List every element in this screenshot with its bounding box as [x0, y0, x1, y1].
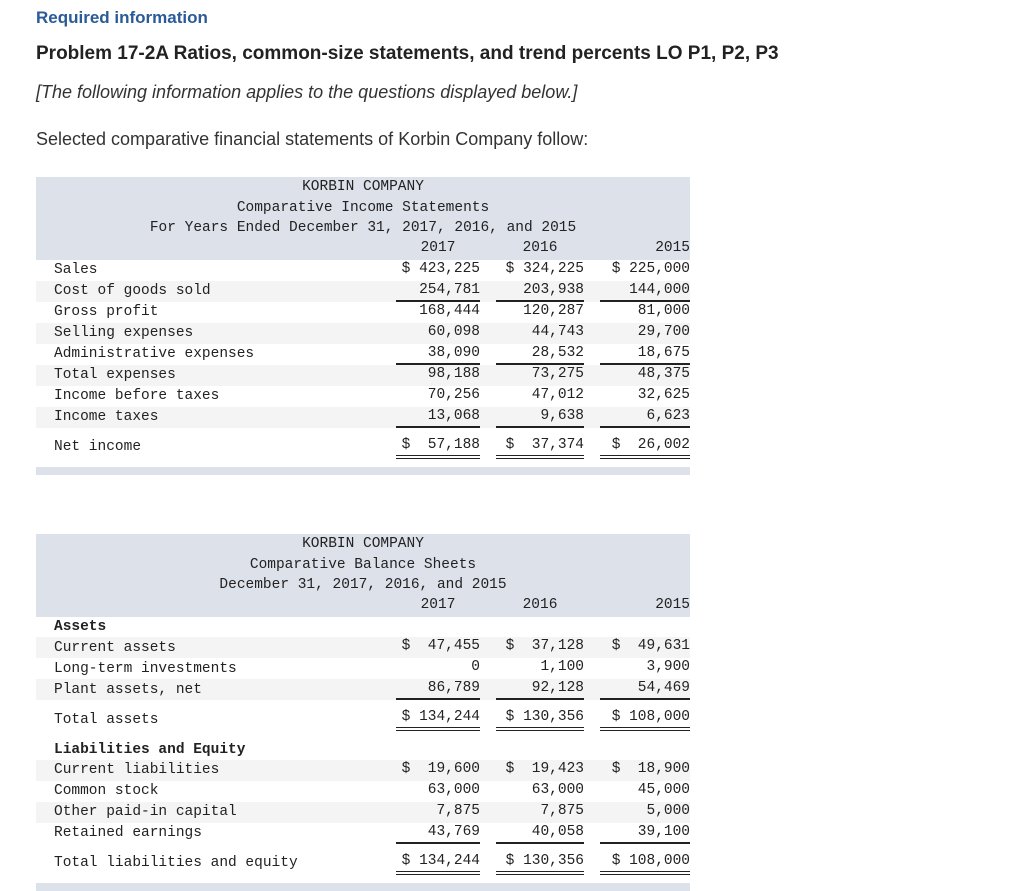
income-statement-table [36, 177, 690, 475]
table-row [36, 386, 690, 407]
row-value-2015: $ 18,900 [611, 760, 691, 777]
row-label: Income taxes [36, 407, 386, 428]
year-header: 2016 [522, 239, 558, 256]
row-value-2017: 7,875 [436, 802, 480, 819]
row-value-2016: 63,000 [531, 781, 584, 798]
row-value-2017: $ 47,455 [401, 638, 480, 655]
row-value-2017 [396, 626, 480, 628]
row-value-2016: 7,875 [540, 802, 584, 819]
year-header: 2015 [655, 596, 691, 613]
row-value-2015: 39,100 [600, 823, 690, 844]
row-label: Common stock [54, 783, 159, 800]
row-value-2015: $ 225,000 [611, 260, 691, 277]
table-row [36, 823, 690, 844]
year-header: 2017 [420, 596, 456, 613]
row-value-2016: 47,012 [531, 386, 584, 403]
row-value-2017: 63,000 [427, 781, 480, 798]
row-label: Net income [54, 439, 142, 456]
row-value-2017: 254,781 [396, 281, 480, 302]
row-value-2015: 48,375 [637, 365, 691, 382]
row-value-2017: 98,188 [427, 365, 480, 382]
row-value-2015: 5,000 [646, 802, 691, 819]
table-footer-bar [36, 883, 690, 891]
row-value-2016: $ 130,356 [496, 708, 584, 731]
row-label: Total assets [54, 711, 159, 728]
row-value-2015 [600, 749, 690, 751]
company-name: KORBIN COMPANY [36, 177, 690, 198]
row-label: Other paid-in capital [36, 802, 386, 823]
row-label: Cost of goods sold [36, 281, 386, 302]
table-row [36, 679, 690, 700]
row-label: Administrative expenses [54, 346, 255, 363]
row-value-2017: $ 134,244 [396, 708, 480, 731]
row-value-2016: 92,128 [496, 679, 584, 700]
row-value-2017: $ 423,225 [401, 260, 480, 277]
row-value-2017: 60,098 [427, 323, 480, 340]
year-header: 2015 [655, 239, 691, 256]
table-row [36, 302, 690, 323]
year-header: 2017 [420, 239, 456, 256]
company-name: KORBIN COMPANY [36, 534, 690, 555]
row-value-2017: 0 [471, 659, 480, 676]
table-row [36, 436, 690, 459]
row-label: Selling expenses [36, 323, 386, 344]
row-value-2017: 168,444 [419, 302, 480, 319]
row-value-2015: 45,000 [637, 781, 691, 798]
table-row [36, 739, 690, 760]
row-value-2017: 13,068 [396, 407, 480, 428]
row-label: Total liabilities and equity [54, 855, 298, 872]
row-label: Gross profit [54, 304, 159, 321]
row-value-2017 [396, 749, 480, 751]
row-value-2017: 43,769 [396, 823, 480, 844]
table-row [36, 637, 690, 658]
table-footer-bar [36, 467, 690, 475]
row-value-2015: $ 26,002 [600, 436, 690, 459]
table-row [36, 260, 690, 281]
table-row [36, 407, 690, 428]
year-header: 2016 [522, 596, 558, 613]
row-value-2016: $ 37,374 [496, 436, 584, 459]
row-value-2016: 28,532 [496, 344, 584, 365]
row-value-2015: 18,675 [600, 344, 690, 365]
row-label: Retained earnings [54, 825, 202, 842]
row-label: Liabilities and Equity [54, 741, 246, 758]
table-row [36, 802, 690, 823]
row-value-2017: $ 57,188 [396, 436, 480, 459]
statement-title: Comparative Balance Sheets [36, 555, 690, 576]
row-value-2016: 1,100 [540, 659, 584, 676]
statement-period: For Years Ended December 31, 2017, 2016, and 2015 [36, 218, 690, 239]
row-value-2015: 54,469 [600, 679, 690, 700]
row-value-2016: 40,058 [496, 823, 584, 844]
row-value-2015: 81,000 [637, 302, 691, 319]
row-value-2016: 120,287 [523, 302, 584, 319]
row-label: Long-term investments [54, 660, 237, 677]
table-row [36, 617, 690, 638]
row-label: Sales [54, 262, 98, 279]
required-information-heading: Required information [36, 8, 208, 27]
row-value-2015: $ 108,000 [600, 852, 690, 875]
row-value-2015: 32,625 [637, 386, 691, 403]
row-value-2016 [496, 749, 584, 751]
table-row [36, 323, 690, 344]
row-value-2017: $ 134,244 [396, 852, 480, 875]
row-label: Current liabilities [36, 760, 386, 781]
row-value-2017: $ 19,600 [401, 760, 480, 777]
table-row [36, 781, 690, 802]
row-value-2015: $ 49,631 [611, 638, 691, 655]
row-label: Total expenses [36, 365, 386, 386]
row-value-2016: $ 19,423 [505, 760, 584, 777]
table-row [36, 760, 690, 781]
row-label: Income before taxes [54, 388, 220, 405]
row-label: Assets [54, 619, 107, 636]
row-value-2016: $ 130,356 [496, 852, 584, 875]
row-value-2016 [496, 626, 584, 628]
row-value-2015 [600, 626, 690, 628]
row-value-2015: 6,623 [600, 407, 690, 428]
statement-title: Comparative Income Statements [36, 198, 690, 219]
row-value-2015: 144,000 [600, 281, 690, 302]
row-value-2015: 29,700 [637, 323, 691, 340]
row-value-2017: 38,090 [396, 344, 480, 365]
statement-period: December 31, 2017, 2016, and 2015 [36, 575, 690, 596]
instruction-note: [The following information applies to the questions displayed below.] [36, 82, 578, 102]
row-label: Current assets [36, 637, 386, 658]
row-label: Plant assets, net [36, 679, 386, 700]
table-row [36, 852, 690, 875]
row-value-2016: 44,743 [531, 323, 584, 340]
row-value-2016: 203,938 [496, 281, 584, 302]
balance-sheet-table [36, 534, 690, 891]
problem-title: Problem 17-2A Ratios, common-size statements, and trend percents LO P1, P2, P3 [36, 43, 779, 64]
intro-text: Selected comparative financial statements of Korbin Company follow: [36, 129, 589, 149]
row-value-2017: 86,789 [396, 679, 480, 700]
row-value-2016: $ 324,225 [505, 260, 584, 277]
row-value-2016: 73,275 [531, 365, 584, 382]
table-row [36, 365, 690, 386]
table-row [36, 281, 690, 302]
row-value-2016: $ 37,128 [505, 638, 584, 655]
row-value-2016: 9,638 [496, 407, 584, 428]
row-value-2015: $ 108,000 [600, 708, 690, 731]
table-row [36, 344, 690, 365]
table-row [36, 658, 690, 679]
table-row [36, 708, 690, 731]
row-value-2017: 70,256 [427, 386, 480, 403]
row-value-2015: 3,900 [646, 659, 691, 676]
